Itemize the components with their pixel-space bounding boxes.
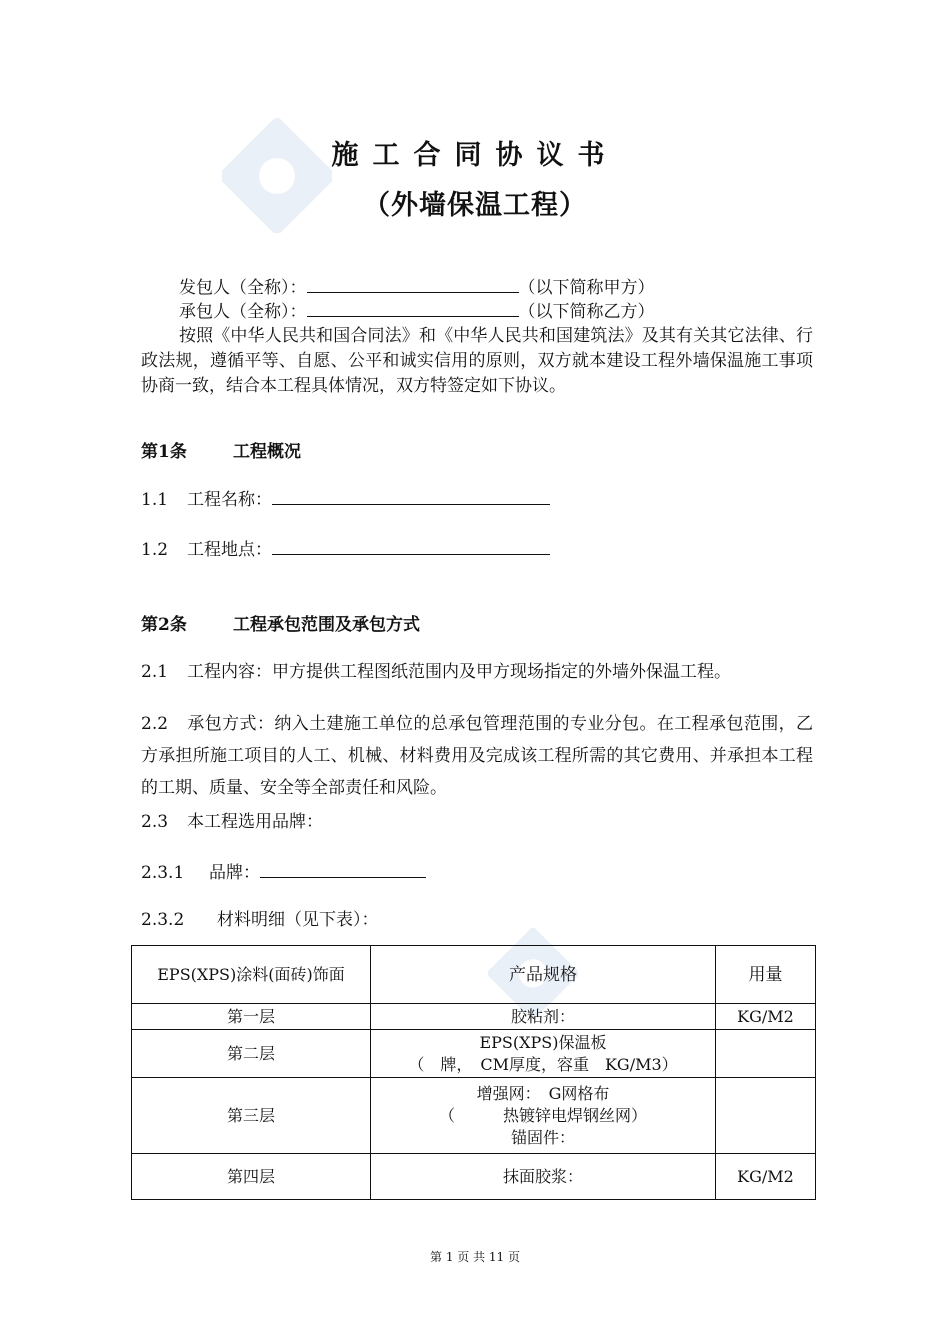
- article-2-heading: [141, 610, 420, 635]
- brand-blank[interactable]: [260, 859, 426, 878]
- project-location-label: 工程地点：: [187, 540, 272, 560]
- contractor-label: 承包人（全称）：: [179, 302, 307, 322]
- clause-1-2: [141, 536, 550, 562]
- clause-number: 2.2: [141, 714, 169, 734]
- spec-line: 增强网： G网格布: [476, 1083, 610, 1103]
- table-row: [132, 1030, 816, 1078]
- intro-paragraph: 按照《中华人民共和国合同法》和《中华人民共和国建筑法》及其有关其它法律、行政法规，遵循平等、自愿、公平和诚实信用的原则，双方就本建设工程外墙保温施工事项协商一致，结合本工程具体情况，双方特签定如下协议。: [141, 326, 813, 396]
- spec-line: 锚固件：: [510, 1127, 575, 1147]
- contractor-note: （以下简称乙方）: [518, 302, 655, 322]
- clause-2-3-2-text: 材料明细（见下表）：: [217, 910, 379, 930]
- spec-cell: [371, 1078, 716, 1154]
- contractor-line: [179, 298, 655, 324]
- table-header-cell: 用量: [716, 946, 816, 1004]
- article-2-title: 工程承包范围及承包方式: [233, 615, 420, 635]
- layer-cell: 第四层: [132, 1154, 371, 1200]
- article-2-number: 第2条: [141, 615, 187, 635]
- usage-cell: KG/M2: [716, 1004, 816, 1030]
- clause-2-3: [141, 810, 323, 834]
- table-row: [132, 1004, 816, 1030]
- clause-2-3-text: 本工程选用品牌：: [187, 812, 323, 832]
- document-title: 施工合同协议书: [331, 140, 619, 171]
- employer-note: （以下简称甲方）: [518, 278, 655, 298]
- layer-cell: 第一层: [132, 1004, 371, 1030]
- contractor-name-blank[interactable]: [307, 298, 519, 317]
- usage-cell: [716, 1030, 816, 1078]
- brand-label: 品牌：: [209, 863, 260, 883]
- clause-2-3-2: [141, 908, 379, 932]
- material-table: [131, 945, 816, 1200]
- page-number: 第 1 页 共 11 页: [430, 1250, 520, 1264]
- table-row: [132, 1078, 816, 1154]
- project-name-label: 工程名称：: [187, 490, 272, 510]
- table-header-cell: EPS(XPS)涂料(面砖)饰面: [132, 946, 371, 1004]
- clause-2-3-1: [141, 859, 426, 885]
- clause-2-1: [141, 660, 731, 684]
- clause-number: 2.3.2: [141, 910, 185, 930]
- clause-number: 2.1: [141, 662, 169, 682]
- article-1-heading: [141, 437, 301, 462]
- clause-2-2: [141, 708, 813, 804]
- clause-number: 1.1: [141, 490, 169, 510]
- spec-line: 抹面胶浆：: [502, 1166, 583, 1186]
- spec-line: 胶粘剂：: [510, 1006, 575, 1026]
- table-header-cell: 产品规格: [371, 946, 716, 1004]
- employer-name-blank[interactable]: [307, 274, 519, 293]
- spec-line: （ 热镀锌电焊钢丝网）: [438, 1105, 647, 1125]
- spec-cell: [371, 1030, 716, 1078]
- article-1-number: 第1条: [141, 442, 187, 462]
- employer-label: 发包人（全称）：: [179, 278, 307, 298]
- clause-2-2-text: 承包方式：纳入土建施工单位的总承包管理范围的专业分包。在工程承包范围，乙方承担所施工项目的人工、机械、材料费用及完成该工程所需的其它费用、并承担本工程的工期、质量、安全等全部责任和风险。: [141, 714, 813, 798]
- spec-line: EPS(XPS)保温板: [479, 1032, 607, 1052]
- clause-1-1: [141, 486, 550, 512]
- usage-cell: [716, 1078, 816, 1154]
- project-location-blank[interactable]: [272, 536, 550, 555]
- clause-2-1-text: 工程内容：甲方提供工程图纸范围内及甲方现场指定的外墙外保温工程。: [187, 662, 731, 682]
- spec-line: （ 牌， CM厚度，容重 KG/M3）: [408, 1054, 678, 1074]
- table-header-row: [132, 946, 816, 1004]
- spec-cell: [371, 1004, 716, 1030]
- article-1-title: 工程概况: [233, 442, 301, 462]
- spec-cell: [371, 1154, 716, 1200]
- usage-cell: KG/M2: [716, 1154, 816, 1200]
- clause-number: 1.2: [141, 540, 169, 560]
- layer-cell: 第三层: [132, 1078, 371, 1154]
- layer-cell: 第二层: [132, 1030, 371, 1078]
- document-subtitle: （外墙保温工程）: [363, 190, 587, 221]
- clause-number: 2.3.1: [141, 863, 185, 883]
- table-row: [132, 1154, 816, 1200]
- clause-number: 2.3: [141, 812, 169, 832]
- project-name-blank[interactable]: [272, 486, 550, 505]
- employer-line: [179, 274, 655, 300]
